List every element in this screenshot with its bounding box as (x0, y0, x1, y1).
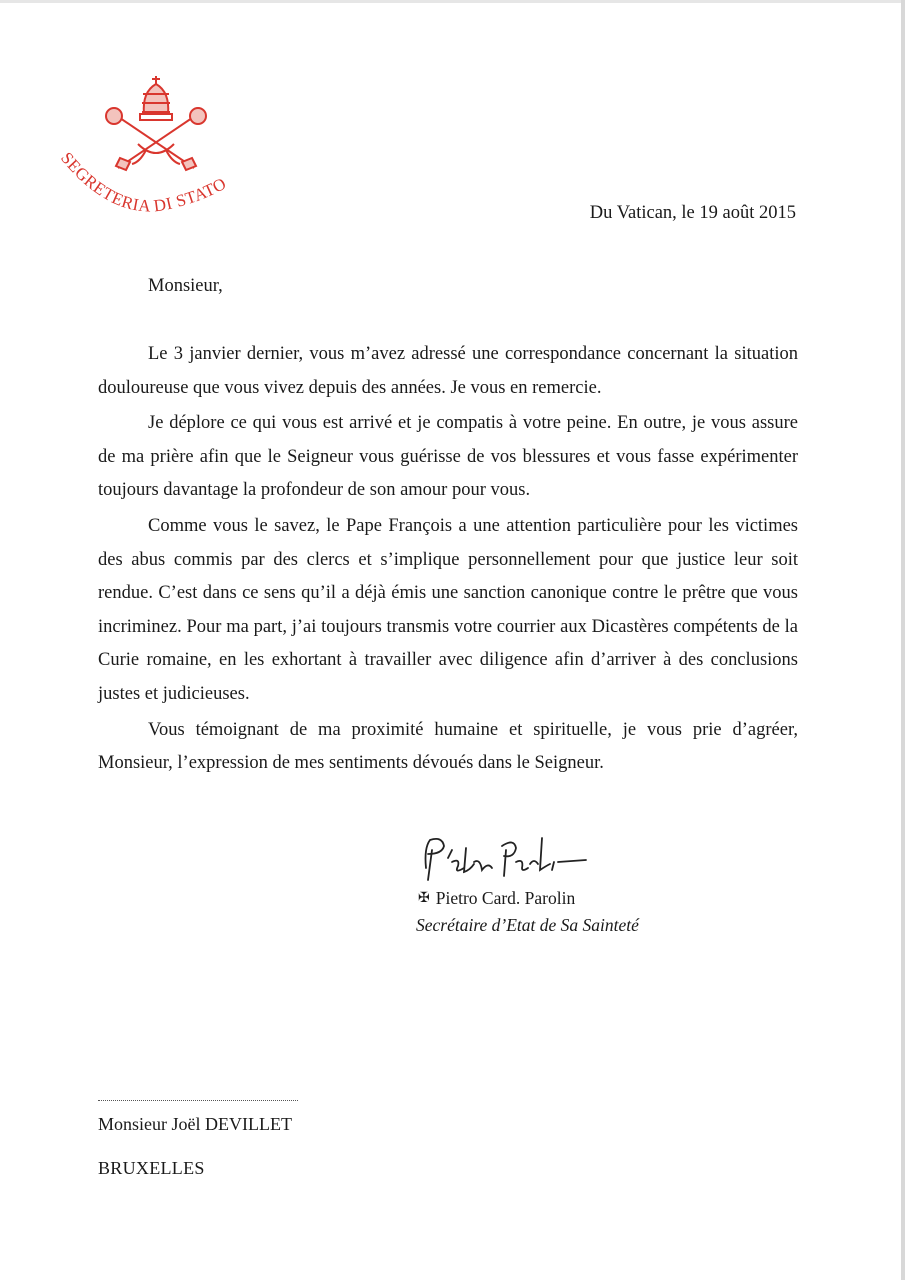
secretariat-seal-icon (50, 70, 280, 220)
letter-body (98, 338, 798, 781)
scan-edge-top (0, 0, 905, 3)
paragraph-3: Comme vous le savez, le Pape François a une attention particulière pour les victimes des abus commis par des clercs et s’implique personnellement pour que justice leur soit rendue. C’est dans ce sens qu’il a déjà émis une sanction canonique contre le prêtre que vous incriminez. Pour ma part, j’ai toujours transmis votre courrier aux Dicastères compétents de la Curie romaine, en les exhortant à travailler avec diligence afin d’arriver à des conclusions justes et judicieuses. (98, 515, 798, 704)
paragraph-2: Je déplore ce qui vous est arrivé et je compatis à votre peine. En outre, je vous assure de ma prière afin que le Seigneur vous guérisse de vos blessures et vous fasse expérimenter toujours davantage la profondeur de son amour pour vous. (98, 413, 798, 501)
scan-edge-right (901, 0, 905, 1280)
signer-name-text: Pietro Card. Parolin (435, 888, 576, 908)
recipient-city: BRUXELLES (98, 1158, 205, 1178)
signer-title: Secrétaire d’Etat de Sa Sainteté (416, 915, 639, 935)
paragraph-4: Vous témoignant de ma proximité humaine et spirituelle, je vous prie d’agréer, Monsieur, l’expression de mes sentiments dévoués dans le Seigneur. (98, 719, 798, 774)
address-divider (98, 1100, 298, 1101)
handwritten-signature (418, 828, 593, 886)
signer-name (418, 888, 575, 909)
salutation: Monsieur, (148, 276, 223, 296)
recipient-name: Monsieur Joël DEVILLET (98, 1114, 292, 1134)
svg-text:SEGRETERIA DI STATO: SEGRETERIA DI STATO (56, 148, 230, 216)
letter-date: Du Vatican, le 19 août 2015 (589, 203, 796, 223)
cross-icon: ✠ (418, 891, 430, 906)
paragraph-1: Le 3 janvier dernier, vous m’avez adressé une correspondance concernant la situation douloureuse que vous vivez depuis des années. Je vous en remercie. (98, 344, 798, 398)
